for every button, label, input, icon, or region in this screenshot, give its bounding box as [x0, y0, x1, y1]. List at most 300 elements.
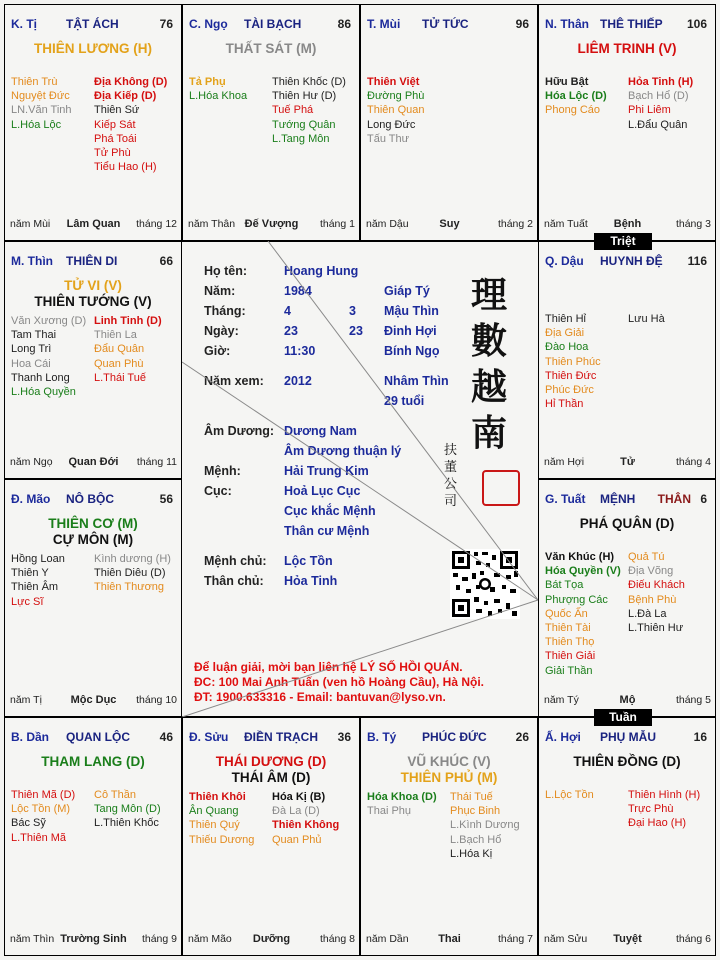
star-column-left: [367, 75, 450, 146]
minor-star: Đại Hao (H): [628, 817, 687, 830]
minor-star: Hồng Loan: [11, 553, 65, 565]
palace-name: THIÊN DI: [66, 254, 118, 268]
palace-position: Đ. Mão: [11, 492, 51, 506]
minor-star: Thiên Đức: [545, 369, 597, 382]
main-star: TỬ VI (V): [64, 278, 122, 293]
palace-year: năm Mùi: [10, 218, 51, 230]
nam-label: Năm:: [204, 284, 236, 298]
palace-year: năm Tuất: [544, 218, 588, 230]
than-cu-menh: Thân cư Mệnh: [284, 524, 370, 538]
contact-line-2: ĐC: 100 Mai Anh Tuấn (ven hồ Hoàng Cầu), Hà Nội.: [194, 675, 485, 689]
palace-footer: [188, 933, 355, 947]
minor-star: Tam Thai: [11, 329, 57, 342]
palace-month: tháng 7: [497, 933, 533, 945]
cuc-value: Hoả Lục Cục: [284, 484, 361, 498]
minor-star: Phúc Đức: [545, 384, 594, 397]
palace-position: Đ. Sửu: [189, 730, 229, 744]
palace-year: năm Dần: [366, 933, 409, 945]
palace-month: tháng 3: [675, 218, 711, 230]
minor-star: Quan Phù: [94, 357, 144, 370]
palace-stage: Thai: [438, 933, 461, 945]
contact-block: [194, 660, 484, 705]
minor-star: Quan Phủ: [272, 833, 322, 846]
palace-stage: Quan Đới: [68, 456, 119, 468]
minor-star: Hóa Kị (B): [272, 791, 326, 803]
palace-stage: Mộc Dục: [70, 694, 117, 706]
qr-code-image: [450, 549, 520, 619]
palace-stage: Bệnh: [613, 218, 642, 230]
minor-star: L.Đẩu Quân: [628, 118, 688, 131]
star-columns: [545, 788, 711, 831]
star-column-right: [628, 312, 711, 411]
ngay-can-chi: Đinh Hợi: [384, 324, 437, 338]
palace-stage: Suy: [439, 218, 460, 230]
palace-month: tháng 6: [675, 933, 711, 945]
minor-star: Thiên Hình (H): [628, 789, 701, 801]
minor-star: Phá Toái: [94, 132, 137, 145]
palace-stage: Dưỡng: [252, 933, 291, 945]
minor-star: Đẩu Quân: [94, 343, 145, 356]
palace-number: 66: [159, 254, 173, 268]
palace-footer: [544, 456, 711, 470]
palace-month: tháng 12: [136, 218, 177, 230]
gio-label: Giờ:: [204, 344, 231, 358]
minor-star: L.Bạch Hổ: [450, 833, 502, 846]
palace-number: 16: [693, 730, 707, 744]
minor-star: Thiên Việt: [367, 76, 420, 88]
palace-header: [545, 17, 709, 33]
star-columns: [545, 312, 711, 411]
palace-header: [189, 17, 353, 33]
palace-year: năm Sửu: [544, 933, 588, 945]
contact-line-3[interactable]: ĐT: 1900.633316 - Email: bantuvan@lyso.vn.: [194, 690, 446, 704]
minor-star: Thiên Diêu (D): [94, 567, 166, 580]
minor-star: Thiếu Dương: [189, 833, 255, 846]
minor-star: Điếu Khách: [628, 579, 685, 592]
cuc-label: Cục:: [204, 484, 232, 498]
palace-footer: [10, 694, 177, 708]
ngay-label: Ngày:: [204, 324, 239, 338]
minor-star: L.Thái Tuế: [94, 371, 146, 384]
minor-star: Kình dương (H): [94, 553, 171, 565]
main-star: THIÊN ĐỒNG (D): [573, 754, 681, 769]
minor-star: Tả Phụ: [189, 76, 226, 88]
minor-star: Hữu Bật: [545, 76, 589, 88]
palace-position: C. Ngọ: [189, 17, 228, 31]
palace-name: NÔ BỘC: [66, 492, 114, 506]
palace-month: tháng 11: [136, 456, 177, 468]
palace-footer: [366, 933, 533, 947]
minor-star: Hoa Cái: [11, 357, 51, 370]
palace-name: PHỤ MẪU: [600, 730, 656, 744]
nam-xem-can-chi: Nhâm Thìn: [384, 374, 449, 388]
main-star: THÁI DƯƠNG (D): [215, 754, 327, 769]
palace-number: 6: [700, 492, 707, 506]
am-duong-value: Dương Nam: [284, 424, 357, 438]
gio-can-chi: Bính Ngọ: [384, 344, 440, 358]
star-column-left: [367, 790, 450, 861]
minor-star: Thiên Trù: [11, 76, 58, 88]
palace-number: 116: [687, 254, 707, 268]
palace-header: [545, 492, 709, 508]
palace-name: TỬ TỨC: [422, 17, 469, 31]
minor-star: Quả Tú: [628, 551, 665, 563]
main-star: VŨ KHÚC (V): [407, 754, 491, 769]
thang-am-value: 3: [349, 304, 356, 318]
star-column-right: [628, 550, 711, 678]
palace-footer: [366, 218, 533, 232]
palace-position: B. Dần: [11, 730, 50, 744]
star-column-right: [450, 75, 533, 146]
minor-star: Thiên Thương: [94, 581, 165, 594]
palace-number: 46: [159, 730, 173, 744]
minor-star: Thiên Hỉ: [545, 313, 586, 325]
palace-month: tháng 9: [141, 933, 177, 945]
tuan-badge: Tuần: [594, 709, 652, 726]
contact-line-1: Để luận giải, mời bạn liên hệ LÝ SỐ HỒI QUÁN.: [194, 660, 463, 674]
main-star: THÁI ÂM (D): [231, 770, 311, 785]
qr-code[interactable]: [450, 549, 520, 619]
palace-stage: Tử: [620, 456, 635, 468]
minor-star: Bệnh Phù: [628, 593, 677, 606]
palace-year: năm Thìn: [10, 933, 55, 945]
minor-star: Lưu Hà: [628, 313, 665, 325]
minor-star: Thiên Y: [11, 567, 49, 580]
palace-month: tháng 10: [136, 694, 177, 706]
minor-star: L.Thiên Mã: [11, 831, 67, 844]
palace-number: 56: [159, 492, 173, 506]
minor-star: Đà La (D): [272, 805, 320, 818]
minor-star: Thiên Phúc: [545, 355, 601, 368]
palace-cell[interactable]: [360, 4, 538, 241]
minor-star: Quốc Ấn: [545, 607, 588, 620]
palace-month: tháng 4: [675, 456, 711, 468]
minor-star: Kiếp Sát: [94, 118, 136, 131]
am-duong-ly: Âm Dương thuận lý: [284, 444, 402, 458]
minor-star: Tang Môn (D): [94, 803, 161, 816]
ho-ten-label: Họ tên:: [204, 264, 248, 278]
palace-position: G. Tuất: [545, 492, 586, 506]
nam-value: 1984: [284, 284, 312, 298]
main-star: THIÊN LƯƠNG (H): [34, 41, 152, 56]
minor-star: Nguyệt Đức: [11, 90, 70, 103]
palace-number: 76: [159, 17, 173, 31]
minor-star: Phong Cáo: [545, 104, 601, 117]
palace-cell[interactable]: [4, 479, 182, 717]
palace-stage: Mộ: [619, 694, 636, 706]
palace-cell[interactable]: [182, 4, 360, 241]
minor-star: Tướng Quân: [272, 118, 336, 131]
minor-star: Thiên La: [94, 329, 137, 342]
minor-star: Thiên Quý: [189, 819, 240, 832]
minor-star: L.Hóa Khoa: [189, 90, 248, 103]
star-column-left: [545, 550, 628, 678]
nam-can-chi: Giáp Tý: [384, 284, 430, 298]
main-star: THIÊN PHỦ (M): [400, 770, 498, 785]
palace-footer: [544, 933, 711, 947]
star-column-right: [94, 788, 177, 845]
minor-star: Lộc Tồn (M): [11, 803, 71, 816]
cuc-khac-menh: Cục khắc Mệnh: [284, 504, 376, 518]
palace-month: tháng 8: [319, 933, 355, 945]
minor-star: Địa Không (D): [94, 76, 168, 88]
minor-star: Hóa Khoa (D): [367, 791, 437, 803]
star-columns: [189, 790, 355, 847]
star-columns: [367, 75, 533, 146]
minor-star: Long Trì: [11, 343, 52, 356]
star-column-left: [11, 314, 94, 399]
palace-year: năm Ngọ: [10, 456, 53, 468]
palace-year: năm Thân: [188, 218, 236, 230]
minor-star: Văn Khúc (H): [545, 551, 615, 563]
minor-star: L.Thiên Hư: [628, 622, 684, 635]
minor-star: Tử Phù: [94, 147, 131, 160]
center-info-panel: [182, 241, 538, 717]
star-columns: [189, 75, 355, 146]
palace-number: 106: [686, 17, 707, 31]
minor-star: Thiên Thọ: [545, 636, 595, 649]
main-star: CỰ MÔN (M): [52, 532, 134, 547]
palace-stage: Trường Sinh: [60, 933, 127, 945]
palace-number: 36: [337, 730, 351, 744]
minor-star: L.Hóa Quyền: [11, 386, 76, 399]
minor-star: L.Kình Dương: [450, 819, 520, 832]
minor-star: Tiểu Hao (H): [94, 161, 157, 174]
ho-ten-value: Hoang Hung: [284, 264, 359, 278]
star-column-right: [272, 75, 355, 146]
than-chu-value: Hỏa Tinh: [284, 574, 338, 588]
palace-number: 96: [515, 17, 529, 31]
star-column-right: [272, 790, 355, 847]
minor-star: Trực Phù: [628, 803, 674, 816]
nam-xem-label: Năm xem:: [204, 374, 264, 388]
minor-star: Hỉ Thần: [545, 398, 584, 411]
star-columns: [367, 790, 533, 861]
minor-star: Thiên Tài: [545, 622, 591, 635]
minor-star: Phục Binh: [450, 805, 501, 818]
palace-footer: [10, 218, 177, 232]
star-column-right: [628, 75, 711, 132]
palace-header: [545, 730, 709, 746]
star-columns: [11, 552, 177, 609]
palace-footer: [188, 218, 355, 232]
star-column-left: [11, 552, 94, 609]
ngay-value: 23: [284, 324, 298, 338]
palace-stage: Lâm Quan: [66, 218, 121, 230]
palace-name: PHÚC ĐỨC: [422, 730, 487, 744]
minor-star: Thiên Mã (D): [11, 789, 76, 801]
palace-footer: [10, 456, 177, 470]
palace-name: HUYNH ĐỆ: [600, 254, 663, 268]
menh-chu-value: Lộc Tồn: [284, 554, 333, 568]
palace-cell[interactable]: [538, 717, 716, 956]
palace-cell[interactable]: [360, 717, 538, 956]
palace-position: Ấ. Hợi: [545, 730, 581, 744]
palace-name: MỆNH: [600, 492, 636, 506]
red-seal: [482, 470, 520, 506]
palace-year: năm Dậu: [366, 218, 409, 230]
minor-star: Thanh Long: [11, 371, 70, 384]
gio-value: 11:30: [284, 344, 316, 358]
palace-position: N. Thân: [545, 17, 589, 31]
minor-star: Văn Xương (D): [11, 315, 87, 327]
minor-star: Thiên Hư (D): [272, 90, 337, 103]
main-star: THAM LANG (D): [41, 754, 145, 769]
minor-star: Đào Hoa: [545, 341, 589, 354]
palace-cell[interactable]: [538, 241, 716, 479]
palace-month: tháng 2: [497, 218, 533, 230]
main-star: THẤT SÁT (M): [225, 41, 317, 56]
palace-header: [367, 730, 531, 746]
palace-header: [189, 730, 353, 746]
star-column-left: [545, 312, 628, 411]
minor-star: Thai Phụ: [367, 805, 412, 818]
palace-header: [545, 254, 709, 270]
minor-star: Địa Kiếp (D): [94, 90, 157, 103]
star-column-left: [11, 75, 94, 174]
minor-star: Ân Quang: [189, 805, 239, 818]
palace-name: QUAN LỘC: [66, 730, 130, 744]
minor-star: L.Hóa Lộc: [11, 118, 62, 131]
palace-name: THÊ THIẾP: [600, 17, 663, 31]
palace-number: 26: [515, 730, 529, 744]
minor-star: Bạch Hổ (D): [628, 90, 689, 103]
minor-star: L.Lộc Tồn: [545, 789, 594, 801]
palace-cell[interactable]: [182, 717, 360, 956]
thang-can-chi: Mậu Thìn: [384, 304, 439, 318]
minor-star: Thiên Giải: [545, 650, 596, 663]
minor-star: L.Thiên Khốc: [94, 817, 159, 830]
tuoi-value: 29 tuổi: [384, 394, 425, 408]
star-column-left: [11, 788, 94, 845]
star-column-right: [94, 75, 177, 174]
palace-cell[interactable]: [4, 241, 182, 479]
star-column-right: [628, 788, 711, 831]
minor-star: L.Hóa Kị: [450, 847, 493, 860]
palace-footer: [544, 218, 711, 232]
palace-cell[interactable]: [4, 4, 182, 241]
palace-cell[interactable]: [538, 4, 716, 241]
minor-star: Thiên Sứ: [94, 104, 140, 117]
thang-value: 4: [284, 304, 291, 318]
menh-chu-label: Mệnh chủ:: [204, 554, 267, 568]
star-columns: [545, 75, 711, 132]
main-star: LIÊM TRINH (V): [577, 41, 677, 56]
star-columns: [545, 550, 711, 678]
palace-position: T. Mùi: [367, 17, 401, 31]
palace-year: năm Hợi: [544, 456, 585, 468]
minor-star: Bát Tọa: [545, 579, 584, 592]
minor-star: Hóa Lộc (D): [545, 90, 607, 103]
minor-star: Hỏa Tinh (H): [628, 76, 694, 88]
palace-stage: Đế Vượng: [244, 218, 299, 230]
am-duong-label: Âm Dương:: [204, 424, 275, 438]
palace-position: Q. Dậu: [545, 254, 584, 268]
palace-month: tháng 5: [675, 694, 711, 706]
star-column-left: [189, 75, 272, 146]
palace-header: [11, 254, 175, 270]
menh-value: Hải Trung Kim: [284, 464, 369, 478]
palace-year: năm Tị: [10, 694, 42, 706]
star-columns: [11, 75, 177, 174]
minor-star: Tuế Phá: [272, 104, 314, 117]
palace-footer: [10, 933, 177, 947]
logo-calligraphy: 理 數 越 南: [470, 274, 507, 454]
minor-star: Lực Sĩ: [11, 595, 44, 608]
minor-star: Hóa Quyền (V): [545, 565, 621, 578]
minor-star: L.Đà La: [628, 607, 667, 620]
minor-star: Bác Sỹ: [11, 817, 46, 830]
palace-header: [367, 17, 531, 33]
palace-header: [11, 730, 175, 746]
minor-star: Linh Tinh (D): [94, 315, 162, 327]
palace-position: B. Tý: [367, 730, 397, 744]
minor-star: Thiên Không: [272, 819, 340, 832]
main-star: THIÊN TƯỚNG (V): [34, 294, 152, 309]
star-column-right: [450, 790, 533, 861]
palace-than-marker: THÂN: [657, 492, 691, 506]
minor-star: Đường Phù: [367, 90, 425, 103]
palace-name: TÀI BẠCH: [244, 17, 302, 31]
minor-star: Long Đức: [367, 118, 416, 131]
palace-stage: Tuyệt: [613, 933, 642, 945]
main-star: PHÁ QUÂN (D): [579, 516, 675, 531]
minor-star: Thiên Khôi: [189, 791, 246, 803]
minor-star: Thiên Quan: [367, 104, 425, 117]
palace-name: TẬT ÁCH: [66, 17, 119, 31]
minor-star: Thiên Khốc (D): [272, 76, 346, 88]
palace-position: K. Tị: [11, 17, 37, 31]
palace-year: năm Tý: [544, 694, 579, 706]
palace-cell[interactable]: [4, 717, 182, 956]
main-star: THIÊN CƠ (M): [48, 516, 138, 531]
than-chu-label: Thân chủ:: [204, 574, 264, 588]
palace-footer: [544, 694, 711, 708]
star-column-right: [94, 314, 177, 399]
star-column-right: [94, 552, 177, 609]
logo-company-text: 扶 董 公 司: [444, 443, 458, 509]
palace-name: ĐIỀN TRẠCH: [244, 730, 318, 744]
ngay-am-value: 23: [349, 324, 363, 338]
minor-star: Phi Liêm: [628, 104, 671, 117]
minor-star: Thái Tuế: [450, 791, 493, 803]
minor-star: LN.Văn Tinh: [11, 104, 72, 117]
palace-header: [11, 492, 175, 508]
star-column-left: [189, 790, 272, 847]
menh-label: Mệnh:: [204, 464, 241, 478]
minor-star: Tấu Thư: [367, 132, 410, 145]
star-column-left: [545, 788, 628, 831]
star-columns: [11, 314, 177, 399]
palace-header: [11, 17, 175, 33]
minor-star: Phượng Các: [545, 593, 608, 606]
palace-month: tháng 1: [319, 218, 355, 230]
palace-position: M. Thìn: [11, 254, 53, 268]
minor-star: Giải Thần: [545, 664, 593, 677]
palace-number: 86: [337, 17, 351, 31]
star-columns: [11, 788, 177, 845]
palace-cell[interactable]: [538, 479, 716, 717]
minor-star: Thiên Âm: [11, 581, 59, 594]
minor-star: L.Tang Môn: [272, 132, 330, 145]
palace-year: năm Mão: [188, 933, 232, 945]
minor-star: Cô Thần: [94, 789, 136, 801]
minor-star: Địa Võng: [628, 565, 674, 578]
thang-label: Tháng:: [204, 304, 246, 318]
triet-badge: Triệt: [594, 233, 652, 250]
star-column-left: [545, 75, 628, 132]
minor-star: Địa Giải: [545, 327, 585, 340]
